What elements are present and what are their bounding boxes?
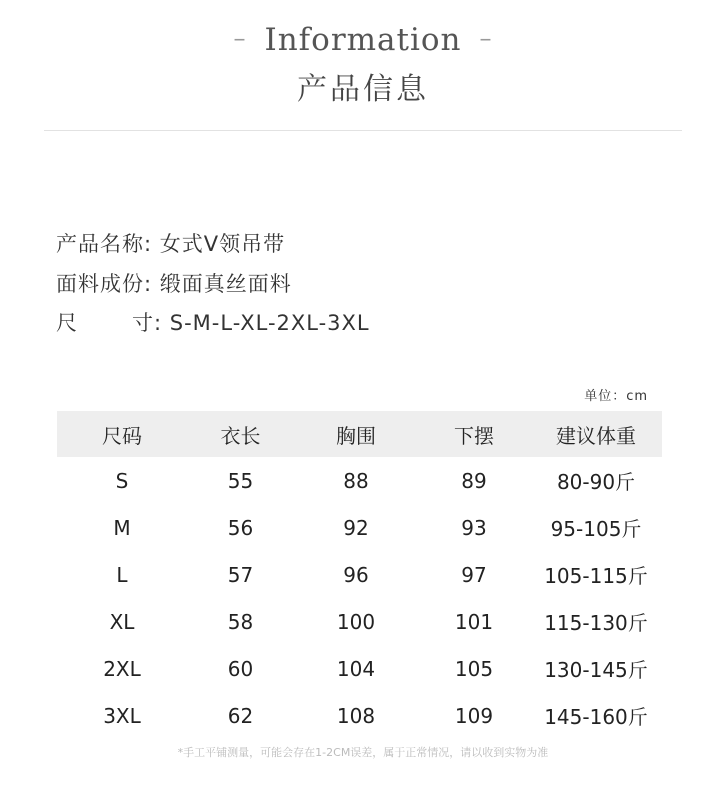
- info-row-name: [56, 228, 285, 258]
- cell-length: 55: [227, 468, 254, 493]
- table-row: [57, 551, 662, 598]
- cell-bust: 88: [343, 468, 369, 493]
- title-text: Information: [264, 22, 462, 58]
- cell-length: 57: [227, 562, 254, 587]
- header-divider: [44, 130, 682, 131]
- col-header-hem: 下摆: [418, 411, 530, 457]
- size-label-2: 寸: [132, 311, 154, 335]
- info-row-fabric: [56, 268, 292, 298]
- cell-weight: 130-145斤: [544, 658, 648, 682]
- cell-bust: 96: [343, 562, 369, 587]
- cell-weight: 145-160斤: [544, 705, 648, 729]
- cell-length: 60: [227, 656, 254, 681]
- table-row: [57, 598, 662, 645]
- cell-size: XL: [109, 609, 135, 634]
- table-row: [57, 504, 662, 551]
- cell-hem: 101: [454, 609, 494, 634]
- title-dash-right: –: [479, 24, 493, 52]
- page-subtitle: 产品信息: [297, 72, 429, 107]
- cell-weight: 80-90斤: [556, 470, 636, 494]
- name-value: 女式V领吊带: [159, 232, 286, 256]
- page-title: [0, 22, 726, 58]
- col-header-length: 衣长: [187, 411, 294, 457]
- cell-hem: 89: [461, 468, 487, 493]
- fabric-colon: :: [144, 272, 153, 296]
- fabric-value: 缎面真丝面料: [159, 272, 292, 296]
- cell-hem: 93: [461, 515, 487, 540]
- cell-hem: 97: [461, 562, 487, 587]
- table-header-row: [57, 411, 662, 457]
- cell-length: 58: [227, 609, 254, 634]
- cell-hem: 105: [454, 656, 494, 681]
- cell-length: 56: [227, 515, 254, 540]
- cell-bust: 100: [336, 609, 376, 634]
- size-label-1: 尺: [56, 311, 78, 335]
- cell-size: M: [113, 515, 131, 540]
- table-row: [57, 645, 662, 692]
- cell-length: 62: [227, 703, 254, 728]
- name-colon: :: [144, 232, 153, 256]
- col-header-bust: 胸围: [294, 411, 418, 457]
- cell-bust: 104: [336, 656, 376, 681]
- col-header-weight: 建议体重: [530, 411, 662, 457]
- size-value: S-M-L-XL-2XL-3XL: [169, 311, 370, 335]
- unit-label: 单位：cm: [584, 389, 648, 404]
- size-table: [57, 411, 662, 739]
- cell-bust: 92: [343, 515, 369, 540]
- info-row-size: [56, 307, 370, 337]
- cell-bust: 108: [336, 703, 376, 728]
- size-colon: :: [154, 311, 163, 335]
- col-header-size: 尺码: [57, 411, 187, 457]
- table-row: [57, 457, 662, 504]
- footnote: *手工平铺测量，可能会存在1-2CM误差，属于正常情况，请以收到实物为准: [177, 746, 549, 759]
- cell-size: L: [116, 562, 128, 587]
- cell-weight: 105-115斤: [544, 564, 648, 588]
- cell-size: 2XL: [103, 656, 141, 681]
- name-label: 产品名称: [56, 232, 144, 256]
- cell-size: 3XL: [103, 703, 141, 728]
- cell-size: S: [115, 468, 129, 493]
- title-dash-left: –: [233, 24, 247, 52]
- fabric-label: 面料成份: [56, 272, 144, 296]
- cell-hem: 109: [454, 703, 494, 728]
- table-row: [57, 692, 662, 739]
- cell-weight: 95-105斤: [550, 517, 642, 541]
- cell-weight: 115-130斤: [544, 611, 648, 635]
